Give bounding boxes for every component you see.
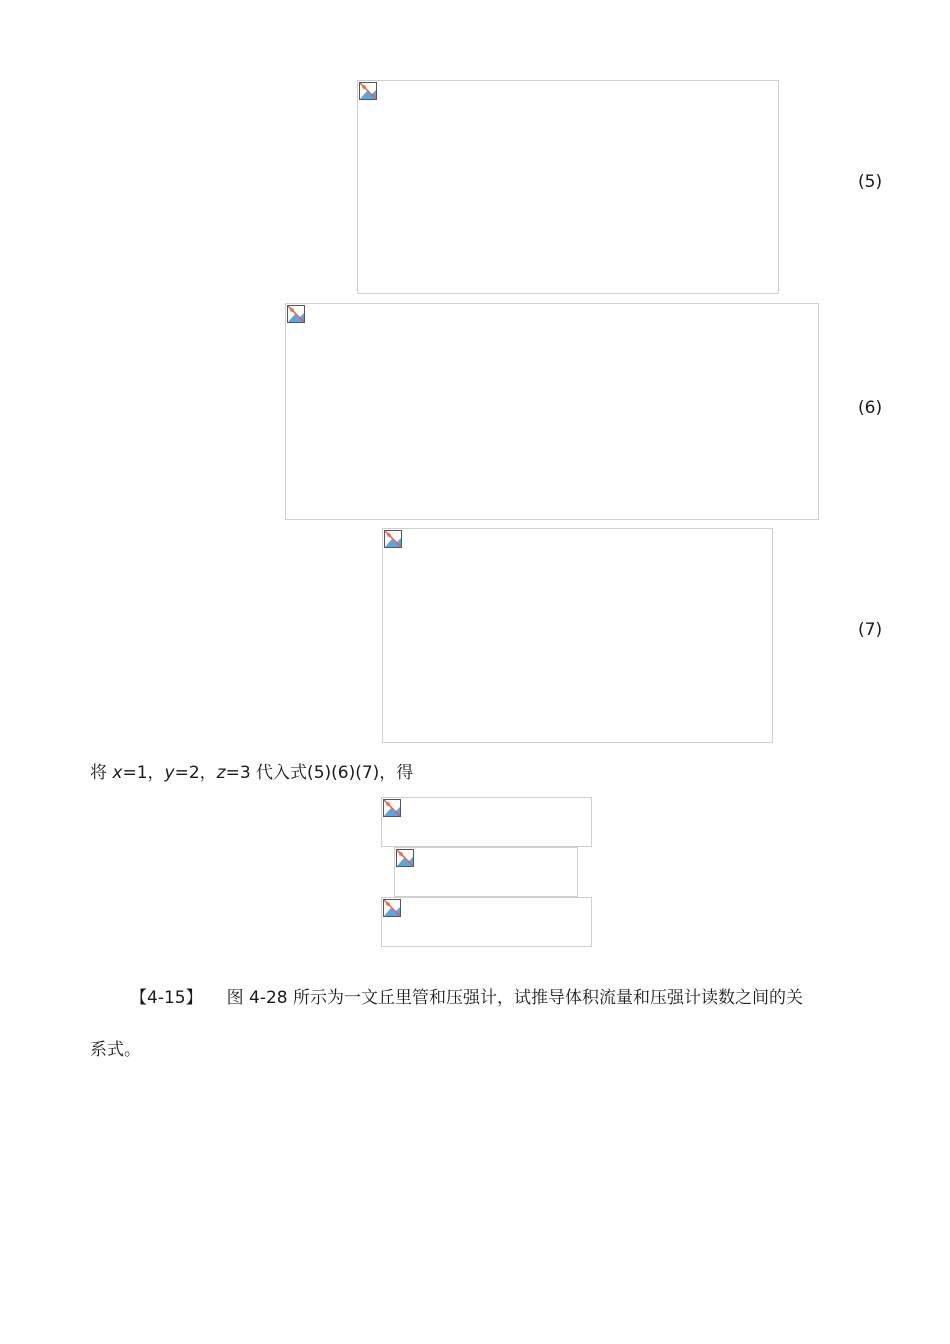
y-value: =2，	[174, 763, 217, 783]
equation-number-6: (6)	[858, 398, 883, 418]
broken-image-icon	[396, 849, 414, 867]
equation-number-7: (7)	[858, 620, 883, 640]
broken-image-icon	[384, 530, 402, 548]
var-x: x	[112, 763, 123, 783]
broken-image-icon	[287, 305, 305, 323]
equation-6-image	[285, 303, 819, 520]
problem-line-2	[90, 1039, 141, 1061]
equation-7-image	[382, 528, 773, 743]
problem-text-line-1: 图 4-28 所示为一文丘里管和压强计，试推导体积流量和压强计读数之间的关	[226, 988, 803, 1008]
var-y: y	[164, 763, 175, 783]
broken-image-icon	[383, 899, 401, 917]
x-value: =1，	[122, 763, 165, 783]
result-image-2	[394, 847, 578, 897]
equation-number-5: (5)	[858, 172, 883, 192]
equation-5-image	[357, 80, 779, 294]
problem-label: 【4-15】	[130, 988, 203, 1008]
problem-text-line-2: 系式。	[90, 1040, 141, 1060]
z-value-and-rest: =3 代入式(5)(6)(7)，得	[225, 763, 414, 783]
substitution-prefix: 将	[90, 763, 113, 783]
substitution-sentence	[90, 762, 413, 784]
broken-image-icon	[383, 799, 401, 817]
result-image-3	[381, 897, 592, 947]
broken-image-icon	[359, 82, 377, 100]
problem-line-1	[130, 987, 803, 1009]
result-image-1	[381, 797, 592, 847]
var-z: z	[216, 763, 226, 783]
